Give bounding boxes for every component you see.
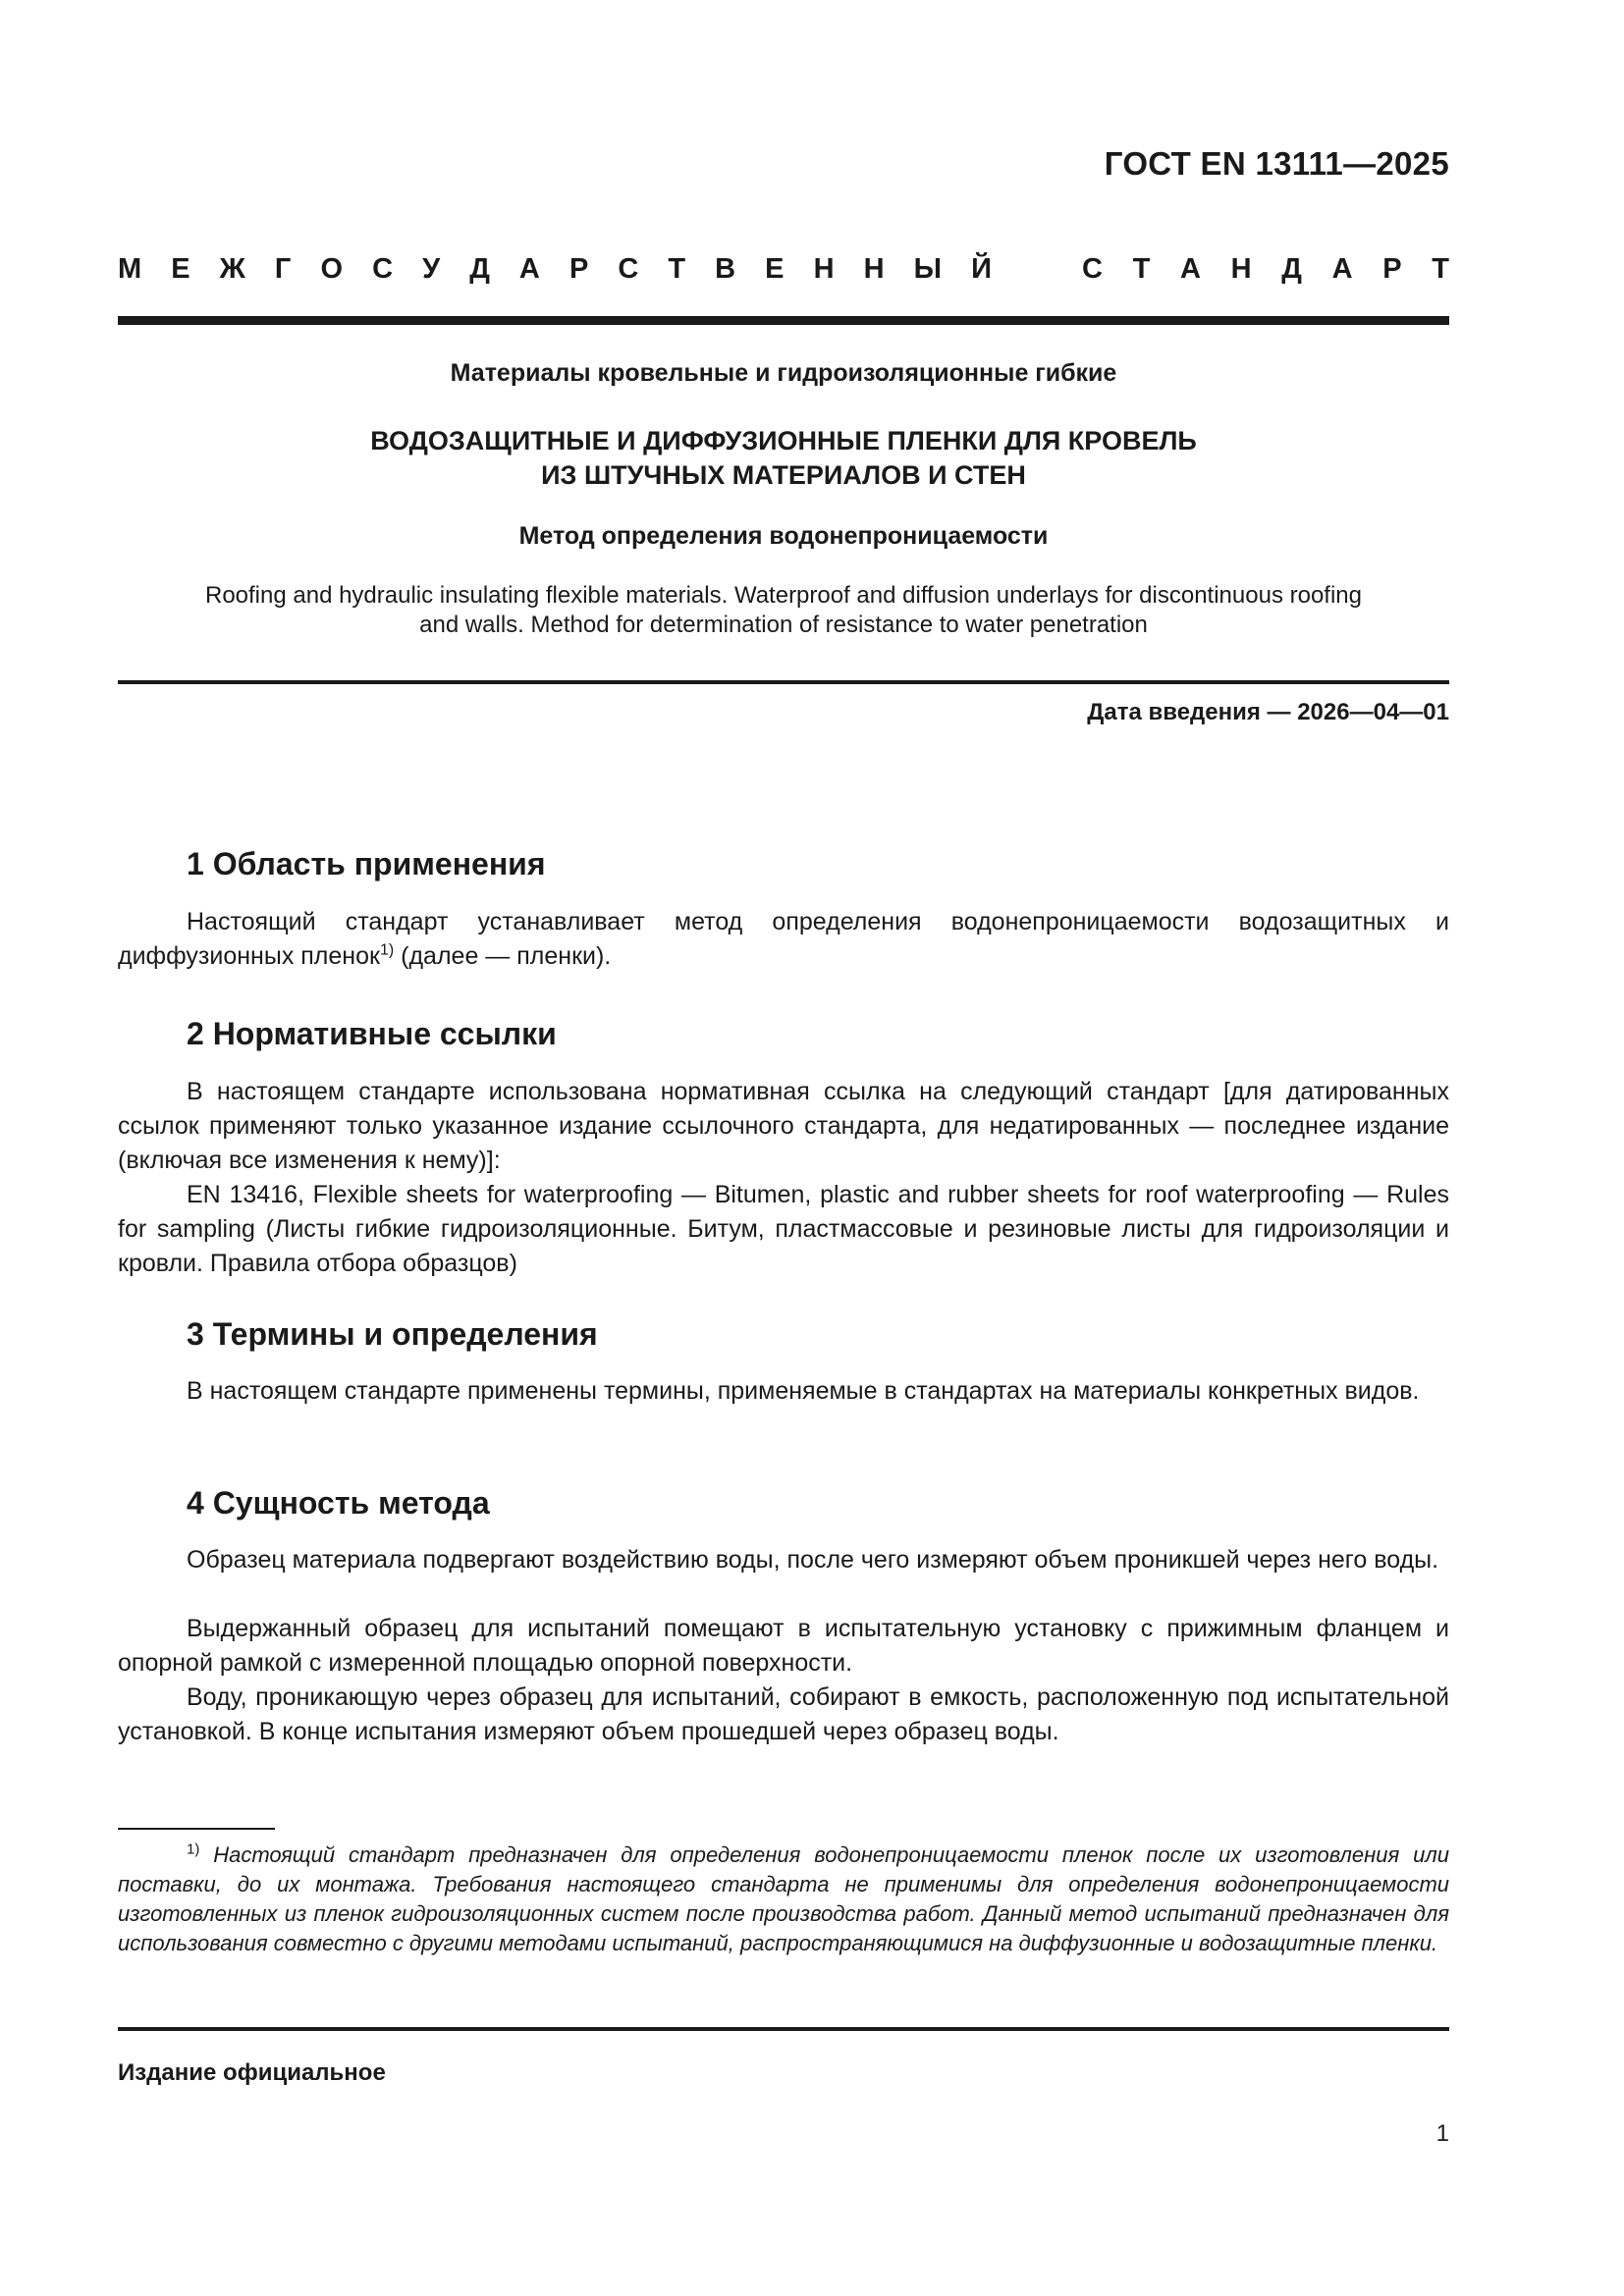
introduction-date: Дата введения — 2026—04—01 [1087,699,1449,725]
standard-subtitle: Метод определения водонепроницаемости [518,522,1049,550]
standard-title: ВОДОЗАЩИТНЫЕ И ДИФФУЗИОННЫЕ ПЛЕНКИ ДЛЯ КРОВЕЛЬ ИЗ ШТУЧНЫХ МАТЕРИАЛОВ И СТЕН [370,426,1197,490]
standard-code: ГОСТ EN 13111—2025 [1104,145,1449,182]
footnote-reference: 1) [379,941,395,959]
section-paragraph: Настоящий стандарт устанавливает метод определения водонепроницаемости водозащитных и диффузионных пленок$^{1)}$ (далее — пленки). [118,908,1449,970]
footer-rule [118,2027,1449,2031]
section-heading-normative-references: 2 Нормативные ссылки [187,1016,557,1051]
document-page [118,0,1449,2296]
section-paragraph: Выдержанный образец для испытаний помещают в испытательную установку с прижимным фланцем и опорной рамкой с измеренной площадью опорной поверхности. [118,1615,1449,1677]
section-paragraph: Воду, проникающую через образец для испытаний, собирают в емкость, расположенную под испытательной установкой. В конце испытания измеряют объем прошедшей через образец воды. [118,1683,1449,1745]
section-paragraph: EN 13416, Flexible sheets for waterproofing — Bitumen, plastic and rubber sheets for roof waterproofing — Rules for sampling (Листы гибкие гидроизоляционные. Битум, пластмассовые и резиновые листы для гидроизоляции и кровли. Правила отбора образцов) [118,1181,1449,1277]
section-heading-scope: 1 Область применения [187,846,546,881]
interstate-standard-banner [118,253,1449,286]
footnote-separator [118,1828,275,1830]
section-heading-terms: 3 Термины и определения [187,1316,598,1352]
official-edition-label: Издание официальное [118,2059,386,2086]
section-paragraph: Образец материала подвергают воздействию воды, после чего измеряют объем проникшей через него воды. [187,1546,1439,1574]
section-paragraph: В настоящем стандарте применены термины, применяемые в стандартах на материалы конкретных видов. [187,1377,1420,1405]
page-number: 1 [1435,2120,1449,2147]
english-title: Roofing and hydraulic insulating flexible materials. Waterproof and diffusion underlays for discontinuous roofing and walls. Method for determination of resistance to water penetration [204,582,1362,638]
header-rule [118,316,1449,325]
standard-category: Материалы кровельные и гидроизоляционные гибкие [450,359,1117,387]
title-rule [118,680,1449,684]
section-paragraph: В настоящем стандарте использована нормативная ссылка на следующий стандарт [для датированных ссылок применяют только указанное издание ссылочного стандарта, для недатированных — последнее издание (включая все изменения к нему)]: [118,1078,1449,1174]
interstate-word: М Е Ж Г О С У Д А Р С Т В Е Н Н Ы Й [118,253,992,285]
footnote: $^{1)}$ Настоящий стандарт предназначен для определения водонепроницаемости пленок после их изготовления или поставки, до их монтажа. Требования настоящего стандарта не применимы для определения водонепроницаемости изготовленных из пленок гидроизоляционных систем после производства работ. Данный метод испытаний предназначен для использования совместно с другими методами испытаний, распространяющимися на диффузионные и водозащитные пленки. [118,1841,1449,1955]
section-heading-method-essence: 4 Сущность метода [187,1485,490,1521]
standard-word: С Т А Н Д А Р Т [1082,253,1449,285]
footnote-mark: 1) [187,1841,200,1858]
